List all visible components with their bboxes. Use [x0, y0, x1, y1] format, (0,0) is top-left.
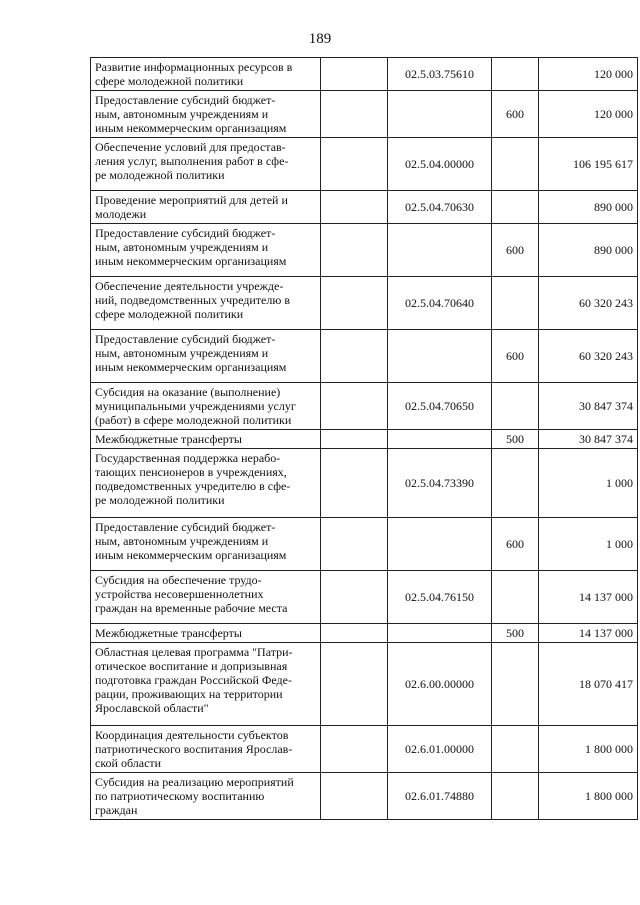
row-name: [91, 138, 321, 191]
table-row: [91, 191, 638, 224]
row-empty-cell: [321, 773, 388, 820]
row-name-line: Предоставление субсидий бюджет-: [95, 93, 276, 107]
table-row: [91, 138, 638, 191]
row-code: 02.6.00.00000: [388, 643, 492, 726]
row-empty-cell: [321, 138, 388, 191]
row-amount: 106 195 617: [539, 138, 638, 191]
table-row: [91, 224, 638, 277]
row-name-line: сфере молодежной политики: [95, 307, 244, 321]
row-empty-cell: [321, 277, 388, 330]
row-name: [91, 383, 321, 430]
row-amount: 1 000: [539, 518, 638, 571]
table-row: [91, 330, 638, 383]
row-name-line: Проведение мероприятий для детей и: [95, 193, 288, 207]
row-name-line: ным, автономным учреждениям и: [95, 346, 269, 360]
row-name-line: иным некоммерческим организациям: [95, 121, 287, 135]
row-code: [388, 224, 492, 277]
row-name: [91, 624, 321, 643]
row-code: [388, 330, 492, 383]
row-empty-cell: [321, 571, 388, 624]
row-code: [388, 91, 492, 138]
row-name-line: Субсидия на реализацию мероприятий: [95, 775, 294, 789]
row-code: 02.5.04.00000: [388, 138, 492, 191]
row-empty-cell: [321, 91, 388, 138]
row-name-line: ре молодежной политики: [95, 493, 225, 507]
row-amount: 60 320 243: [539, 330, 638, 383]
row-name-line: ской области: [95, 756, 162, 770]
row-name-line: граждан: [95, 803, 138, 817]
row-name-line: подведомственных учредителю в сфе-: [95, 479, 291, 493]
row-expense-type: [492, 383, 539, 430]
row-name: [91, 571, 321, 624]
row-name-line: ления услуг, выполнения работ в сфе-: [95, 154, 289, 168]
row-name-line: тающих пенсионеров в учреждениях,: [95, 465, 287, 479]
table-row: [91, 91, 638, 138]
row-code: 02.5.03.75610: [388, 58, 492, 91]
row-code: 02.5.04.73390: [388, 449, 492, 518]
row-expense-type: [492, 277, 539, 330]
row-name: [91, 449, 321, 518]
row-amount: 120 000: [539, 58, 638, 91]
row-empty-cell: [321, 191, 388, 224]
row-name: [91, 277, 321, 330]
row-expense-type: [492, 138, 539, 191]
row-expense-type: [492, 58, 539, 91]
row-expense-type: [492, 726, 539, 773]
row-code: 02.6.01.00000: [388, 726, 492, 773]
row-expense-type: [492, 449, 539, 518]
row-name-line: Предоставление субсидий бюджет-: [95, 520, 276, 534]
row-name-line: молодежи: [95, 207, 147, 221]
row-expense-type: 600: [492, 91, 539, 138]
row-amount: 1 800 000: [539, 726, 638, 773]
row-name-line: Координация деятельности субъектов: [95, 728, 289, 742]
row-expense-type: 500: [492, 624, 539, 643]
row-amount: 1 000: [539, 449, 638, 518]
row-amount: 14 137 000: [539, 571, 638, 624]
row-code: [388, 624, 492, 643]
row-expense-type: 600: [492, 518, 539, 571]
row-expense-type: [492, 643, 539, 726]
row-name-line: по патриотическому воспитанию: [95, 789, 265, 803]
page-number: 189: [308, 31, 332, 47]
table-row: [91, 430, 638, 449]
row-code: 02.5.04.70630: [388, 191, 492, 224]
row-empty-cell: [321, 330, 388, 383]
table-row: [91, 383, 638, 430]
budget-table: [90, 57, 638, 820]
row-name-line: Субсидия на оказание (выполнение): [95, 385, 281, 399]
row-name-line: устройства несовершеннолетних: [95, 587, 264, 601]
row-amount: 890 000: [539, 224, 638, 277]
table-row: [91, 571, 638, 624]
row-code: 02.5.04.70640: [388, 277, 492, 330]
row-expense-type: [492, 571, 539, 624]
row-name: [91, 726, 321, 773]
row-name-line: Обеспечение условий для предостав-: [95, 140, 286, 154]
row-name-line: иным некоммерческим организациям: [95, 254, 287, 268]
budget-table-body: [91, 58, 638, 820]
row-name-line: муниципальными учреждениями услуг: [95, 399, 296, 413]
row-name: [91, 58, 321, 91]
row-name-line: подготовка граждан Российской Феде-: [95, 673, 292, 687]
row-empty-cell: [321, 518, 388, 571]
row-name: [91, 518, 321, 571]
row-name-line: граждан на временные рабочие места: [95, 601, 288, 615]
row-name-line: Межбюджетные трансферты: [95, 432, 242, 446]
row-amount: 30 847 374: [539, 383, 638, 430]
row-name: [91, 91, 321, 138]
table-row: [91, 58, 638, 91]
row-name-line: патриотического воспитания Ярослав-: [95, 742, 293, 756]
row-name-line: Ярославской области": [95, 701, 209, 715]
row-name-line: сфере молодежной политики: [95, 74, 244, 88]
row-name: [91, 330, 321, 383]
row-amount: 1 800 000: [539, 773, 638, 820]
row-expense-type: 600: [492, 330, 539, 383]
row-name-line: ным, автономным учреждениям и: [95, 107, 269, 121]
table-row: [91, 277, 638, 330]
row-empty-cell: [321, 449, 388, 518]
row-amount: 120 000: [539, 91, 638, 138]
row-name-line: ний, подведомственных учредителю в: [95, 293, 290, 307]
row-code: 02.5.04.76150: [388, 571, 492, 624]
row-empty-cell: [321, 430, 388, 449]
row-name-line: Развитие информационных ресурсов в: [95, 60, 293, 74]
row-expense-type: [492, 191, 539, 224]
row-amount: 30 847 374: [539, 430, 638, 449]
table-row: [91, 518, 638, 571]
row-empty-cell: [321, 624, 388, 643]
row-name: [91, 430, 321, 449]
row-expense-type: [492, 773, 539, 820]
row-amount: 60 320 243: [539, 277, 638, 330]
row-amount: 18 070 417: [539, 643, 638, 726]
row-name-line: Предоставление субсидий бюджет-: [95, 226, 276, 240]
row-name: [91, 643, 321, 726]
row-empty-cell: [321, 383, 388, 430]
row-name-line: Межбюджетные трансферты: [95, 626, 242, 640]
row-empty-cell: [321, 643, 388, 726]
row-name-line: иным некоммерческим организациям: [95, 360, 287, 374]
row-name-line: ным, автономным учреждениям и: [95, 240, 269, 254]
row-name-line: Государственная поддержка нерабо-: [95, 451, 281, 465]
row-empty-cell: [321, 224, 388, 277]
table-row: [91, 726, 638, 773]
row-name: [91, 191, 321, 224]
row-name-line: ре молодежной политики: [95, 168, 225, 182]
row-name-line: Предоставление субсидий бюджет-: [95, 332, 276, 346]
row-name-line: (работ) в сфере молодежной политики: [95, 413, 292, 427]
row-expense-type: 600: [492, 224, 539, 277]
row-name-line: Областная целевая программа "Патри-: [95, 645, 293, 659]
table-row: [91, 643, 638, 726]
row-name-line: иным некоммерческим организациям: [95, 548, 287, 562]
table-row: [91, 449, 638, 518]
row-code: 02.5.04.70650: [388, 383, 492, 430]
row-code: 02.6.01.74880: [388, 773, 492, 820]
row-amount: 14 137 000: [539, 624, 638, 643]
table-row: [91, 624, 638, 643]
row-name: [91, 773, 321, 820]
row-name-line: Обеспечение деятельности учрежде-: [95, 279, 284, 293]
row-name-line: ным, автономным учреждениям и: [95, 534, 269, 548]
row-code: [388, 518, 492, 571]
row-name: [91, 224, 321, 277]
row-name-line: Субсидия на обеспечение трудо-: [95, 573, 262, 587]
table-row: [91, 773, 638, 820]
row-code: [388, 430, 492, 449]
row-empty-cell: [321, 58, 388, 91]
row-empty-cell: [321, 726, 388, 773]
row-amount: 890 000: [539, 191, 638, 224]
row-expense-type: 500: [492, 430, 539, 449]
row-name-line: отическое воспитание и допризывная: [95, 659, 288, 673]
row-name-line: рации, проживающих на территории: [95, 687, 283, 701]
